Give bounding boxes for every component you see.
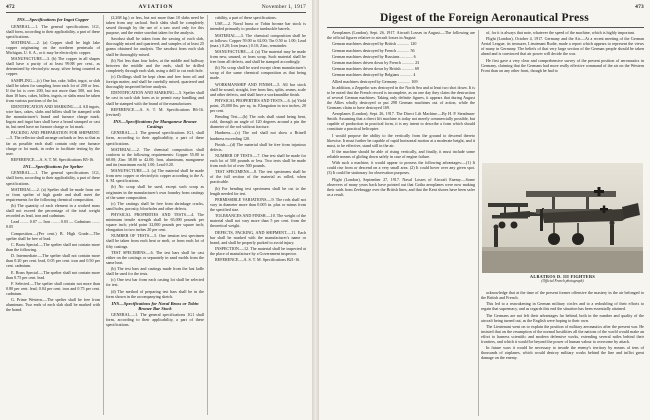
paragraph: REFERENCE.—A. S. T. M. Specifications B6-16. (revised) <box>106 106 204 117</box>
paragraph: Flight (London), October 4, 1917. Germany and the Air.—At a recent meeting of the German Aerial League, its treasurer, Lieutenant Rudie, made a report which appears to represent the views of many in Germany. The beliefs of that very large section of the German people should be taken ahead and is convinced that air power will decide the war. <box>481 36 644 57</box>
paragraph: SAMPLING.—(c) One bar, cake, billet, ingot, or slab shall be taken for sampling from each lot of 200 or less. If the lot is over 200, but not more than 500, not less than 10 bars, cakes, billets, ingots, or slabs must be taken from various portions of the lot. <box>6 77 100 103</box>
paragraph: of, for it is always that note, whatever the speed of the machine, which is highly important. <box>486 30 635 35</box>
paragraph: (b) No scrap shall be used, except such scrap as originates in the manufacturer's own foundry from castings of the same composition. <box>106 184 204 200</box>
paragraph: German machines destroyed by French ............ 56 <box>332 47 415 53</box>
section-title: Digest of the Foreign Aeronautical Press <box>379 12 590 24</box>
aircraft-photo <box>482 163 643 273</box>
paragraph: E. Brass Special.—The spelter shall not contain more than 0.75 per cent. lead. <box>6 269 100 280</box>
paragraph: MATERIAL.—3. The chemical composition shall be as follows: Copper 59.00 to 62.00; Tin 0.50 to 1.00; Lead (max.) 0.20; Iron (max.) 0.10; Zinc, remainder. <box>210 32 306 48</box>
paragraph: The Lieutenant went on to explain the position of military aeronautics after the present war. He insisted that on the resumption of the normal hostilities all the nations of the world would make an effort to harness scientific and modern defensive works, extending several miles behind their frontiers, and which it would be beyond the power of human valour to overcome by attack. <box>481 323 644 344</box>
left-column-3 <box>210 15 306 415</box>
paragraph: cability, a part of these specifications. <box>215 15 277 20</box>
paragraph: (c) The castings shall be free from shrinkage cracks, sand holes, porosity, blowholes and other defects. <box>106 200 204 211</box>
paragraph: (c) One test bar from each casting lot shall be selected for test. <box>106 277 204 288</box>
title-rule <box>327 27 644 28</box>
paragraph: WORKMANSHIP AND FINISH.—5. All bar stock shall be sound, straight, free from fins, splits, seams, scale and other defects, and shall have a workmanlike finish. <box>210 81 306 97</box>
paragraph: NUMBER OF TESTS.—5. One tension test specimen shall be taken from each heat or melt, or from each lot of fifty castings. <box>106 233 204 249</box>
paragraph: GENERAL.—1. The general specifications 1G1, shall form, according to their applicability, a part of these specifications. <box>6 170 100 186</box>
paragraph: MATERIAL.—2. (a) Spelter shall be made from ore or from spelter of high grade and shall meet the requirements for the following chemical composition. <box>6 186 100 202</box>
aircraft-photo-image <box>482 163 643 273</box>
left-page-number: 472 <box>6 4 15 10</box>
paragraph: (b) For bending test specimens shall be cut to the length needed for test. <box>210 185 306 196</box>
paragraph: PACKING AND PREPARATION FOR SHIPMENT.—5. The reflector shall arrange carloads or less so that as far as possible each shall contain only one furnace charge or lot mark, in order to facilitate testing by the user. <box>6 130 100 156</box>
paragraph: Lead ........ 0.07 — Iron ........ 0.03 — Cadmium ........ 0.05 <box>6 219 100 230</box>
paragraph: MANUFACTURE.—3. (a) The material shall be made from new copper or electrolytic copper according to the A. S. M. specifications. <box>106 168 204 184</box>
left-column-1 <box>6 15 100 415</box>
section-heading: 1N1—Specifications for Spelter <box>22 163 84 169</box>
paragraph: GENERAL.—1. The general specifications 1G1, shall form, according to their applicability, a part of these specifications. <box>106 130 204 146</box>
right-column-1 <box>327 30 475 416</box>
paragraph: TOLERANCES AND FINISH.—10. The weight of the material shall not vary more than 5 per cent. from the theoretical weight. <box>210 213 306 229</box>
left-column-2 <box>106 15 204 415</box>
section-heading: INS—Specifications for Manganese Bronze Castings <box>113 118 197 129</box>
issue-date: November 1, 1917 <box>261 4 306 10</box>
paragraph: (c) Drillings shall be kept clean and free from oil and foreign matter, and shall be carefully mixed, quartered and thoroughly inspected before analysis. <box>106 74 204 90</box>
paragraph: German machines driven down by French ............ 23 <box>332 59 420 65</box>
paragraph: Bending Test.—(b) The rods shall stand being bent, cold, through an angle of 120 degrees around a pin the diameter of the rod without fracture. <box>210 114 306 130</box>
paragraph: Finish.—(d) The material shall be free from injurious defects. <box>210 141 306 152</box>
paragraph: MATERIAL.—2. (a) Copper shall be high lake copper originating on the northern peninsula of Michigan, U. S. A., or it may be electrolytic copper. <box>6 39 100 55</box>
paragraph: acknowledge that at the time of the present former offensive the mastery in the air belonged to the British and French. <box>481 290 644 301</box>
paragraph: C. Brass Special.—The spelter shall not contain more than the following. <box>6 241 100 253</box>
column-divider <box>478 30 479 416</box>
journal-name: AVIATION <box>138 4 174 10</box>
right-page-header <box>327 4 644 12</box>
paragraph: German machines destroyed by Belgians ............ 4 <box>332 72 416 78</box>
paragraph: With such a machine, it would appear to possess the following advantages:—(1) It could rise from or descend on a very small area. (2) It could hover over any given spot. (3) It could be stationary for observation purposes. <box>327 160 475 176</box>
right-page <box>319 0 650 420</box>
paragraph: (b) Not less than four holes, at the middle and halfway between the middle and the ends, shall be drilled completely through each slab, using a drill to cut each hole. <box>106 57 204 73</box>
paragraph: German machines destroyed by British ............ 120 <box>332 41 417 47</box>
header-rule <box>6 12 306 13</box>
paragraph: GENERAL.—1. The general specifications 1G1 shall form, according to their applicability, a part of these specifications. <box>106 312 204 328</box>
paragraph: Flight (London), September 27, 1917. Naval Losses of Aircraft Enemy.—Some observers of many years back have pointed out that Gotha aeroplanes were now making their raids from Zeebrugge over the British lines, and that the Kent shores have been safer as a result. <box>327 176 475 197</box>
paragraph: German machines destroyed by Russians ............ 6 <box>332 53 416 59</box>
paragraph: He first gave a very clear and comprehensive survey of the present position of aeronautics in Germany, claiming that the Germans had more really effective command of the air on the Western Front than on any other front, though he had to <box>481 57 644 73</box>
paragraph: Hardness.—(c) The rod shall not show a Brinell hardness exceeding 120. <box>210 130 306 141</box>
paragraph: IDENTIFICATION AND MARKING.—4. All ingots, wire bars, cakes, slabs and billets shall be stamped with the manufacturer's brand and furnace charge mark. Ingots and ingot bars shall have a brand stamped or cast in, but need have no furnace charge or lot mark. <box>6 104 100 130</box>
paragraph: The Germans are not left their advantages far behind, both in the number and quality of the aircraft being turned out, as the English were hoping to their own. <box>481 312 644 323</box>
paragraph: TEST SPECIMENS.—6. The test bars shall be cast either on the castings or separately in sand molds from the same heat. <box>106 249 204 265</box>
paragraph: DEFECTS, PACKING, AND SHIPMENT.—11. Each bar shall be marked with the manufacturer's name or brand, and shall be properly packed to avoid injury. <box>210 229 306 245</box>
photo-caption-credit: (Official French photograph) <box>541 279 584 283</box>
photo-caption-title: ALBATROS D. III FIGHTERS <box>529 274 596 279</box>
paragraph: (b) The test bars and castings made from the last ladle shall be used for the tests. <box>106 266 204 277</box>
paragraph: PHYSICAL PROPERTIES AND TESTS.—6. (a) Yield point, 25,000 lbs. per sq. in. Elongation in two inches, 20 per cent. <box>210 97 306 113</box>
paragraph: PHYSICAL PROPERTIES AND TESTS.—4. The minimum tensile strength shall be 65,000 pounds per square inch; yield point 32,000 pounds per square inch; elongation in two inches 20 per cent. <box>106 212 204 233</box>
paragraph: (b) No scrap shall be used except clean manufacturer's scrap of the same chemical composition as that being made. <box>210 65 306 81</box>
paragraph: (b) The quantity of each element in a worked mass shall not exceed the percentage of the total weight recorded as lead, iron and cadmium. <box>6 203 100 219</box>
paragraph: If the machine should be able of rising vertically, and finally, it must include some reliable means of gliding down safely in case of engine failure. <box>327 149 475 160</box>
paragraph: Allied machines destroyed by Germany ............ 169 <box>332 78 418 84</box>
paragraph: (2,268 kg.) or less, but not more than 10 slabs need be taken from any carload. Such slabs shall be completely sawed through by the use of a saw used only for this purpose, and the entire sawdust taken for the analysis. <box>106 15 204 36</box>
paragraph: F. Selected.—The spelter shall contain not more than 0.80 per cent. lead, 0.04 per cent. iron and 0.75 per cent. cadmium. <box>6 280 100 296</box>
right-column-2-bottom <box>481 290 644 416</box>
left-page-header <box>6 4 306 12</box>
paragraph: MANUFACTURE.—3. (b) The copper in all shapes shall have a purity of at least 99.88 per cent., as determined by electrolytic assay, silver being counted as copper. <box>6 56 100 77</box>
paragraph: TEST SPECIMENS.—8. The test specimens shall be of the full section of the material as rolled, when practicable. <box>210 169 306 185</box>
photo-caption <box>482 274 643 284</box>
right-page-number: 473 <box>635 4 644 10</box>
paragraph: Sawdust shall be taken from the sawing of each slab, thoroughly mixed and quartered; and samples of at least 25 grams obtained for analysis. The sawdust from each slab shall be thoroughly mixed. <box>106 36 204 57</box>
paragraph: In addition, a Zeppelin was destroyed in the North Sea and at least two shot down. It is to be noted that the French record is incomplete, as on one day they claim the destruction of several German machines. Taking only definite figures, it appears that during August the Allies wholly destroyed or put 298 German machines out of action, while the Germans claim to have destroyed 169. <box>327 84 475 111</box>
paragraph: USE.—2. Naval brass or Tobin bronze bar stock is intended primarily to produce turnbuckle barrels. <box>210 21 306 32</box>
page-gutter <box>312 0 319 420</box>
paragraph: Aeroplanes (London), Sept. 26, 1917. The Direct Lift Machine.—By H. P. Steadman-Smith. Assuming that a direct lift machine is today not merely commercially possible, but capable of production in practical form, it is my intent to describe a form which should constitute a practical helicopter. <box>327 111 475 132</box>
paragraph: Composition.—(Per cent.) B. High Grade.—The spelter shall be free of lead. <box>6 230 100 241</box>
paragraph: MATERIAL.—2. The chemical composition shall conform to the following requirements: Copper 55.00 to 60.00; Zinc 38.00 to 42.00; Iron, aluminum, manganese and tin (maximum each) 1.00; Lead 0.20. <box>106 146 204 167</box>
paragraph: IDENTIFICATION AND MARKING.—5. Spelter shall be cast in such slab form as to permit easy handling and shall be stamped with the brand of the manufacturer. <box>106 90 204 106</box>
paragraph: MANUFACTURE.—4. (a) The material may be made from new, unused, or from scrap. Such material shall be free from all defects, and shall be stamped accordingly. <box>210 48 306 64</box>
paragraph: Aeroplanes (London), Sept. 26, 1917. Aircraft Losses in August.—The following are the official figures relative to aircraft losses in August: <box>327 30 475 41</box>
paragraph: GENERAL.—1. The general specifications 1G1, shall form, according to their applicability, a part of these specifications. <box>6 23 100 39</box>
paragraph: G. Prime Western.—The spelter shall be free from aluminum. Two ends of each slab shall be marked with the brand. <box>6 297 100 313</box>
left-page <box>0 0 312 420</box>
column-divider <box>103 15 104 415</box>
paragraph: This led to a reawakening in German military circles and to a redoubling of their efforts to regain that supremacy, and as regards this end the situation has been essentially attained. <box>481 301 644 312</box>
paragraph: PERMISSIBLE VARIATIONS.—9. The rods shall not vary in diameter more than 0.005 in. plus or minus from the specified size. <box>210 196 306 213</box>
paragraph: INSPECTION.—12. The material shall be inspected at the place of manufacture by a Government inspector. <box>210 245 306 257</box>
paragraph: REFERENCE.—A. S. T. M. Specifications B21-16. <box>215 257 301 263</box>
paragraph: I would propose the ability to the vertically from the ground to descend thereto likewise. It must further be capable of rapid horizontal motion at a moderate height, and it must, to be effective, stand still in the air. <box>327 132 475 148</box>
paragraph: REFERENCE.—A. S. T. M. Specifications B5-16. <box>11 156 95 162</box>
paragraph: (d) The method of preparing test bars shall be in the form shown in the accompanying sketch. <box>106 288 204 299</box>
paragraph: D. Intermediate.—The spelter shall not contain more than 0.20 per cent. lead, 0.05 per cent. iron and 0.50 per cent. cadmium. <box>6 253 100 269</box>
right-column-2-top <box>481 30 644 160</box>
paragraph: NUMBER OF TESTS.—7. One test shall be made for each lot of 500 pounds or less. Two tests shall be made from each lot of over 500 pounds. <box>210 153 306 169</box>
section-heading: INS—Specifications for Ingot Copper <box>17 17 89 22</box>
column-divider <box>207 15 208 415</box>
paragraph: In future wars it would be necessary to invade the enemy's territory by means of tens of thousands of airplanes, which would destroy military works behind the line and inflict great damage on the enemy. <box>481 345 644 361</box>
section-heading: INS—Specifications for Naval Brass or Tobin Bronze Bar Stock <box>111 300 199 311</box>
paragraph: German machines driven down by British ............ 69 <box>332 66 419 72</box>
